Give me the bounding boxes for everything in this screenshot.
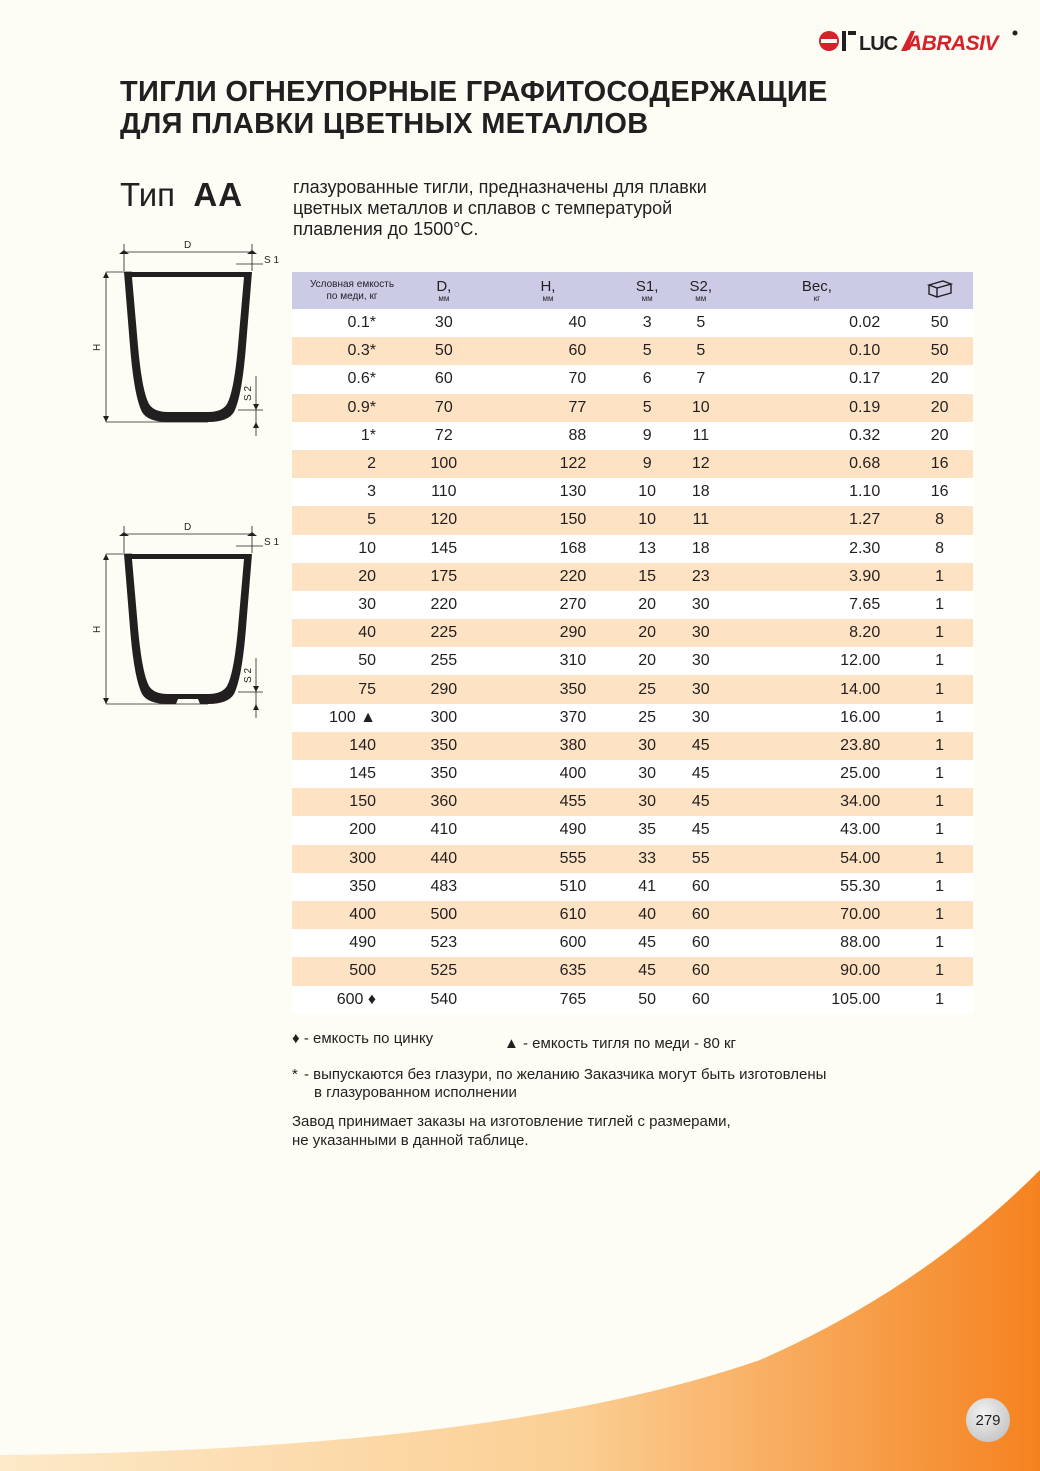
description-line-3: плавления до 1500°С.	[293, 219, 479, 239]
table-cell: 8	[935, 511, 945, 529]
table-cell: 12	[691, 455, 710, 473]
table-cell: 140	[349, 736, 376, 754]
drawing1-label-h: H	[92, 343, 103, 351]
table-cell: 70	[568, 370, 587, 388]
crucible-drawing-flat	[88, 236, 288, 446]
table-cell: 55	[691, 849, 710, 867]
table-cell: 50	[930, 342, 949, 360]
table-cell: 540	[430, 990, 458, 1008]
table-row	[292, 647, 973, 675]
table-cell: 1	[935, 821, 945, 839]
table-cell: 18	[691, 539, 710, 557]
table-cell: 360	[430, 793, 458, 811]
table-cell: 1	[935, 877, 945, 895]
table-cell: 11	[692, 511, 710, 529]
table-cell: 50	[930, 314, 949, 332]
table-cell: 600 ♦	[336, 990, 376, 1008]
notes	[292, 1030, 932, 1102]
table-cell: 100 ▲	[329, 708, 376, 726]
orange-swoosh	[0, 1150, 1040, 1471]
table-cell: 60	[691, 877, 710, 895]
page-number: 279	[966, 1398, 1010, 1442]
table-cell: 45	[691, 821, 710, 839]
table-cell: 635	[559, 962, 587, 980]
table-cell: 523	[430, 934, 458, 952]
table-row	[292, 450, 973, 478]
note-glaze-star: *	[292, 1066, 298, 1083]
table-row	[292, 986, 973, 1014]
table-cell: 30	[691, 680, 710, 698]
table-cell: 0.9*	[347, 398, 376, 416]
table-cell: 25	[638, 680, 657, 698]
table-cell: 30	[691, 624, 710, 642]
table-cell: 525	[430, 962, 458, 980]
table-cell: 1	[935, 595, 945, 613]
table-cell: 255	[430, 652, 458, 670]
table-cell: 3	[642, 314, 652, 332]
table-cell: 45	[691, 793, 710, 811]
table-cell: 0.02	[849, 314, 881, 332]
logo-abrasiv: ABRASIV	[907, 32, 999, 55]
drawing1-label-d: D	[184, 240, 192, 251]
table-cell: 145	[430, 539, 458, 557]
title-line-1: ТИГЛИ ОГНЕУПОРНЫЕ ГРАФИТОСОДЕРЖАЩИЕ	[120, 76, 828, 108]
table-row	[292, 422, 973, 450]
table-cell: 30	[638, 736, 657, 754]
drawing1-label-s2: S 2	[243, 385, 254, 401]
drawing2-label-s2: S 2	[243, 667, 254, 683]
note-copper: ▲ - емкость тигля по меди - 80 кг	[504, 1035, 736, 1052]
header-capacity: Условная емкость по меди, кг	[309, 278, 395, 302]
table-cell: 150	[349, 793, 376, 811]
page-title	[120, 76, 940, 140]
table-cell: 20	[358, 567, 376, 585]
table-cell: 70.00	[840, 906, 881, 924]
table-cell: 2	[367, 455, 376, 473]
table-row	[292, 929, 973, 957]
header-pack	[906, 272, 973, 309]
table-cell: 20	[638, 652, 657, 670]
table-cell: 35	[638, 821, 657, 839]
table-cell: 2.30	[849, 539, 881, 557]
table-cell: 30	[358, 595, 376, 613]
table-cell: 1	[935, 567, 945, 585]
table-cell: 1	[935, 962, 945, 980]
table-cell: 16.00	[840, 708, 881, 726]
drawing2-label-d: D	[184, 522, 192, 533]
description-line-2: цветных металлов и сплавов с температурой	[293, 198, 673, 218]
table-row	[292, 957, 973, 985]
logo-luc: LUC	[859, 33, 898, 55]
table-cell: 72	[434, 426, 453, 444]
table-cell: 225	[430, 624, 458, 642]
note-zinc: ♦ - емкость по цинку	[292, 1030, 434, 1047]
table-row	[292, 365, 973, 393]
table-cell: 54.00	[840, 849, 881, 867]
table-cell: 380	[559, 736, 587, 754]
table-cell: 310	[559, 652, 587, 670]
table-cell: 30	[434, 314, 453, 332]
table-cell: 1	[935, 624, 945, 642]
table-cell: 12.00	[840, 652, 881, 670]
table-cell: 60	[691, 906, 710, 924]
table-cell: 10	[638, 483, 657, 501]
table-cell: 350	[349, 877, 376, 895]
table-cell: 122	[559, 455, 587, 473]
table-row	[292, 478, 973, 506]
table-cell: 23	[691, 567, 710, 585]
table-row	[292, 675, 973, 703]
table-cell: 490	[349, 934, 376, 952]
table-cell: 40	[358, 624, 376, 642]
table-row	[292, 337, 973, 365]
table-cell: 43.00	[840, 821, 881, 839]
table-cell: 0.68	[849, 455, 881, 473]
crucible-drawing-footed	[88, 518, 288, 728]
table-cell: 1*	[360, 426, 376, 444]
footer-line-2: не указанными в данной таблице.	[292, 1132, 529, 1149]
table-cell: 5	[642, 342, 652, 360]
table-cell: 168	[559, 539, 587, 557]
table-cell: 11	[692, 426, 710, 444]
table-cell: 20	[930, 398, 949, 416]
description-line-1: глазурованные тигли, предназначены для плавки	[293, 177, 707, 197]
table-cell: 0.17	[849, 370, 881, 388]
table-cell: 88.00	[840, 934, 881, 952]
table-cell: 15	[638, 567, 657, 585]
table-cell: 20	[930, 370, 949, 388]
table-cell: 500	[430, 906, 458, 924]
table-cell: 1	[935, 793, 945, 811]
table-row	[292, 788, 973, 816]
table-cell: 6	[642, 370, 652, 388]
table-cell: 120	[430, 511, 458, 529]
table-cell: 600	[559, 934, 587, 952]
drawing1-label-s1: S 1	[264, 255, 280, 266]
table-cell: 1	[935, 906, 945, 924]
table-cell: 1	[935, 990, 945, 1008]
table-row	[292, 563, 973, 591]
table-cell: 16	[930, 455, 949, 473]
table-cell: 45	[691, 765, 710, 783]
table-cell: 1	[935, 736, 945, 754]
header-d: D, мм	[436, 277, 452, 303]
table-cell: 3	[367, 483, 376, 501]
table-cell: 0.19	[849, 398, 881, 416]
table-cell: 20	[638, 624, 657, 642]
company-logo	[815, 26, 1020, 56]
header-s2: S2, мм	[689, 277, 713, 303]
table-cell: 5	[367, 511, 376, 529]
table-cell: 60	[691, 934, 710, 952]
table-cell: 30	[638, 793, 657, 811]
table-cell: 0.1*	[347, 314, 376, 332]
table-cell: 5	[642, 398, 652, 416]
table-row	[292, 619, 973, 647]
table-cell: 350	[430, 736, 458, 754]
table-cell: 150	[559, 511, 587, 529]
table-cell: 30	[691, 652, 710, 670]
table-cell: 1	[935, 708, 945, 726]
drawing2-label-s1: S 1	[264, 537, 280, 548]
header-s1: S1, мм	[635, 277, 659, 303]
table-cell: 1	[935, 652, 945, 670]
table-cell: 41	[638, 877, 657, 895]
table-cell: 45	[691, 736, 710, 754]
drawing2-label-h: H	[92, 625, 103, 633]
table-cell: 1.27	[849, 511, 881, 529]
table-cell: 0.10	[849, 342, 881, 360]
table-cell: 1	[935, 680, 945, 698]
table-cell: 290	[430, 680, 458, 698]
note-glaze-line-1: - выпускаются без глазури, по желанию Заказчика могут быть изготовлены	[304, 1066, 827, 1083]
table-cell: 765	[559, 990, 587, 1008]
table-row	[292, 901, 973, 929]
table-cell: 18	[691, 483, 710, 501]
table-cell: 100	[430, 455, 458, 473]
table-cell: 13	[638, 539, 657, 557]
table-cell: 25.00	[840, 765, 881, 783]
table-row	[292, 816, 973, 844]
table-cell: 10	[358, 539, 376, 557]
table-cell: 220	[559, 567, 587, 585]
table-cell: 440	[430, 849, 458, 867]
table-cell: 10	[691, 398, 710, 416]
table-header-row	[292, 272, 973, 309]
table-cell: 300	[430, 708, 458, 726]
box-icon	[926, 278, 954, 298]
footer-note	[292, 1112, 852, 1150]
table-cell: 60	[691, 990, 710, 1008]
table-cell: 1	[935, 849, 945, 867]
table-cell: 555	[559, 849, 587, 867]
table-cell: 30	[691, 708, 710, 726]
table-cell: 3.90	[849, 567, 881, 585]
table-cell: 45	[638, 962, 657, 980]
table-cell: 75	[358, 680, 376, 698]
table-row	[292, 873, 973, 901]
table-cell: 1	[935, 934, 945, 952]
table-cell: 33	[638, 849, 657, 867]
table-row	[292, 760, 973, 788]
table-cell: 20	[638, 595, 657, 613]
type-prefix: Тип	[120, 176, 176, 213]
table-cell: 145	[349, 765, 376, 783]
table-cell: 60	[691, 962, 710, 980]
table-cell: 200	[349, 821, 376, 839]
table-cell: 350	[559, 680, 587, 698]
header-h: H, мм	[540, 277, 556, 303]
specs-table	[292, 272, 973, 1014]
table-cell: 300	[349, 849, 376, 867]
table-cell: 20	[930, 426, 949, 444]
description	[293, 177, 813, 240]
table-cell: 5	[696, 342, 706, 360]
table-cell: 105.00	[831, 990, 881, 1008]
table-cell: 60	[434, 370, 453, 388]
table-cell: 455	[559, 793, 587, 811]
table-cell: 410	[430, 821, 458, 839]
table-cell: 30	[691, 595, 710, 613]
table-cell: 290	[559, 624, 587, 642]
table-cell: 1.10	[849, 483, 881, 501]
type-label	[120, 176, 243, 214]
type-code: AA	[193, 176, 244, 213]
table-cell: 0.3*	[347, 342, 376, 360]
table-cell: 16	[930, 483, 949, 501]
table-cell: 14.00	[840, 680, 881, 698]
table-cell: 400	[349, 906, 376, 924]
title-line-2: ДЛЯ ПЛАВКИ ЦВЕТНЫХ МЕТАЛЛОВ	[120, 108, 649, 140]
table-row	[292, 732, 973, 760]
table-cell: 45	[638, 934, 657, 952]
table-cell: 610	[559, 906, 587, 924]
table-cell: 220	[430, 595, 458, 613]
table-cell: 90.00	[840, 962, 881, 980]
table-cell: 5	[696, 314, 706, 332]
table-cell: 510	[559, 877, 587, 895]
table-row	[292, 704, 973, 732]
table-cell: 23.80	[840, 736, 881, 754]
table-cell: 350	[430, 765, 458, 783]
table-cell: 9	[642, 426, 652, 444]
table-cell: 7	[696, 370, 706, 388]
table-cell: 490	[559, 821, 587, 839]
header-weight: Вес, кг	[801, 277, 832, 303]
table-cell: 30	[638, 765, 657, 783]
table-cell: 9	[642, 455, 652, 473]
footer-line-1: Завод принимает заказы на изготовление тиглей с размерами,	[292, 1113, 731, 1130]
table-row	[292, 394, 973, 422]
table-cell: 110	[431, 483, 457, 501]
table-cell: 10	[638, 511, 657, 529]
table-cell: 8.20	[849, 624, 881, 642]
table-row	[292, 309, 973, 337]
table-cell: 50	[638, 990, 657, 1008]
table-row	[292, 591, 973, 619]
table-cell: 400	[559, 765, 587, 783]
table-cell: 34.00	[840, 793, 881, 811]
table-cell: 8	[935, 539, 945, 557]
table-cell: 40	[638, 906, 657, 924]
table-cell: 1	[935, 765, 945, 783]
table-cell: 7.65	[849, 595, 881, 613]
table-cell: 50	[358, 652, 376, 670]
table-row	[292, 845, 973, 873]
table-cell: 0.6*	[347, 370, 376, 388]
table-cell: 175	[430, 567, 458, 585]
table-cell: 50	[434, 342, 453, 360]
note-glaze-line-2: в глазурованном исполнении	[314, 1084, 517, 1101]
table-cell: 500	[349, 962, 376, 980]
table-cell: 130	[559, 483, 587, 501]
table-cell: 25	[638, 708, 657, 726]
table-cell: 70	[434, 398, 453, 416]
table-cell: 40	[568, 314, 587, 332]
table-cell: 483	[430, 877, 458, 895]
table-row	[292, 506, 973, 534]
table-row	[292, 535, 973, 563]
table-cell: 88	[568, 426, 587, 444]
table-cell: 270	[559, 595, 587, 613]
table-cell: 55.30	[840, 877, 881, 895]
table-cell: 0.32	[849, 426, 881, 444]
table-cell: 60	[568, 342, 587, 360]
table-cell: 370	[559, 708, 587, 726]
table-cell: 77	[568, 398, 587, 416]
